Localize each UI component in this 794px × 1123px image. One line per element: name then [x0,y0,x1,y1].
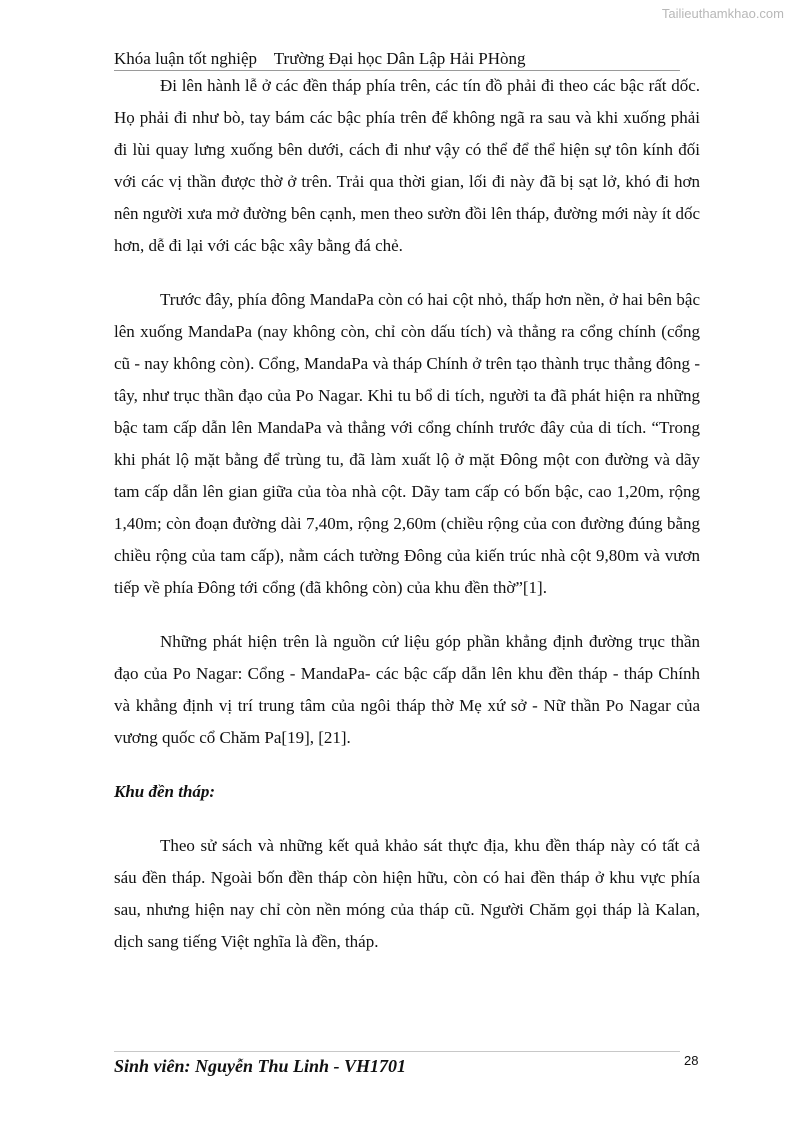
paragraph-4: Theo sử sách và những kết quả khảo sát thực địa, khu đền tháp này có tất cả sáu đền tháp. Ngoài bốn đền tháp còn hiện hữu, còn có hai đền tháp ở khu vực phía sau, nhưng hiện nay chỉ còn nền móng của tháp cũ. Người Chăm gọi tháp là Kalan, dịch sang tiếng Việt nghĩa là đền, tháp. [114,836,700,951]
page-number: 28 [684,1053,699,1068]
paragraph-spacer [114,754,700,776]
paragraph-spacer [114,262,700,284]
paragraph-1: Đi lên hành lễ ở các đền tháp phía trên, các tín đồ phải đi theo các bậc rất dốc. Họ phải đi như bò, tay bám các bậc phía trên để không ngã ra sau và khi xuống phải đi lùi quay lưng xuống bên dưới, cách đi như vậy có thể để thể hiện sự tôn kính đối với các vị thần được thờ ở trên. Trải qua thời gian, lối đi này đã bị sạt lở, khó đi hơn nên người xưa mở đường bên cạnh, men theo sườn đồi lên tháp, đường mới này ít dốc hơn, dễ đi lại với các bậc xây bằng đá chẻ. [114,76,700,255]
paragraph-3: Những phát hiện trên là nguồn cứ liệu góp phần khẳng định đường trục thần đạo của Po Nagar: Cổng - MandaPa- các bậc cấp dẫn lên khu đền tháp - tháp Chính và khẳng định vị trí trung tâm của ngôi tháp thờ Mẹ xứ sở - Nữ thần Po Nagar của vương quốc cổ Chăm Pa[19], [21]. [114,632,700,747]
paragraph-spacer [114,808,700,830]
watermark: Tailieuthamkhao.com [661,6,784,21]
footer-student: Sinh viên: Nguyễn Thu Linh - VH1701 [114,1056,407,1076]
section-heading: Khu đền tháp: [114,782,216,801]
footer-divider [114,1051,680,1052]
document-body [114,70,700,958]
paragraph-spacer [114,604,700,626]
paragraph-2: Trước đây, phía đông MandaPa còn có hai cột nhỏ, thấp hơn nền, ở hai bên bậc lên xuống MandaPa (nay không còn, chỉ còn dấu tích) và thẳng ra cổng chính (cổng cũ - nay không còn). Cổng, MandaPa và tháp Chính ở trên tạo thành trục thẳng đông - tây, như trục thần đạo của Po Nagar. Khi tu bổ di tích, người ta đã phát hiện ra những bậc tam cấp dẫn lên MandaPa và thẳng với cổng chính trước đây của di tích. “Trong khi phát lộ mặt bằng để trùng tu, đã làm xuất lộ ở mặt Đông một con đường và dãy tam cấp dẫn lên gian giữa của tòa nhà cột. Dãy tam cấp có bốn bậc, cao 1,20m, rộng 1,40m; còn đoạn đường dài 7,40m, rộng 2,60m (chiều rộng của con đường đúng bằng chiều rộng của tam cấp), nằm cách tường Đông của kiến trúc nhà cột 9,80m và vươn tiếp về phía Đông tới cổng (đã không còn) của khu đền thờ”[1]. [114,290,700,597]
page-header: Khóa luận tốt nghiệp Trường Đại học Dân Lập Hải PHòng [114,49,526,68]
